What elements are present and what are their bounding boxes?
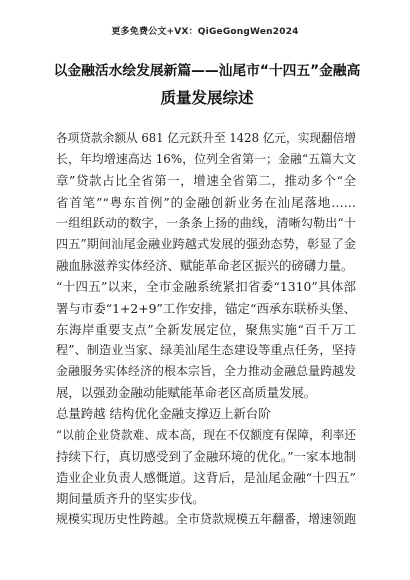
title-line-1: 以金融活水绘发展新篇——汕尾市“十四五”金融高 <box>53 63 361 79</box>
body-line: 东海岸重要支点”全新发展定位，聚焦实施“百千万工 <box>56 321 356 337</box>
header-note: 更多免费公文+VX：QiGeGongWen2024 <box>111 27 299 37</box>
body-line: 章”贷款占比全省第一，增速全省第二，推动多个“全 <box>56 173 356 189</box>
body-line: 融血脉滋养实体经济、赋能革命老区振兴的磅礴力量。 <box>56 258 354 274</box>
body-line: 期间量质齐升的坚实步伐。 <box>56 491 205 507</box>
body-line: 持续下行，真切感受到了金融环境的优化。”一家本地制 <box>56 448 356 464</box>
body-line: 金融服务实体经济的根本宗旨，全力推动金融总量跨越发 <box>56 364 356 379</box>
body-line: 总量跨越 结构优化金融支撑迈上新台阶 <box>56 406 271 422</box>
body-line: 一组组跃动的数字，一条条上扬的曲线，清晰勾勒出“十 <box>56 215 356 230</box>
body-line: “十四五”以来，全市金融系统紧扣省委“1310”具体部 <box>56 279 356 295</box>
body-line: 造业企业负责人感慨道。这背后，是汕尾金融“十四五” <box>56 470 356 485</box>
body-line: 程”、制造业当家、绿美汕尾生态建设等重点任务，坚持 <box>56 342 356 357</box>
body-line: 省首笔”“粤东首例”的金融创新业务在汕尾落地…… <box>56 194 356 210</box>
body-line: 四五”期间汕尾金融业跨越式发展的强劲态势，彰显了金 <box>56 236 356 251</box>
document-body <box>56 128 356 531</box>
body-line: 署与市委“1+2+9”工作安排，锚定“西承东联桥头堡、 <box>56 300 356 316</box>
body-line: 长，年均增速高达 16%，位列全省第一；金融“五篇大文 <box>56 152 356 167</box>
body-line: 展，以强劲金融动能赋能革命老区高质量发展。 <box>56 385 317 401</box>
document-title <box>52 58 362 112</box>
body-line: 各项贷款余额从 681 亿元跃升至 1428 亿元，实现翻倍增 <box>56 131 356 145</box>
title-line-2: 质量发展综述 <box>160 89 254 107</box>
body-line: “以前企业贷款难、成本高，现在不仅额度有保障，利率还 <box>56 427 356 442</box>
body-line: 规模实现历史性跨越。全市贷款规模五年翻番，增速领跑 <box>56 512 356 527</box>
